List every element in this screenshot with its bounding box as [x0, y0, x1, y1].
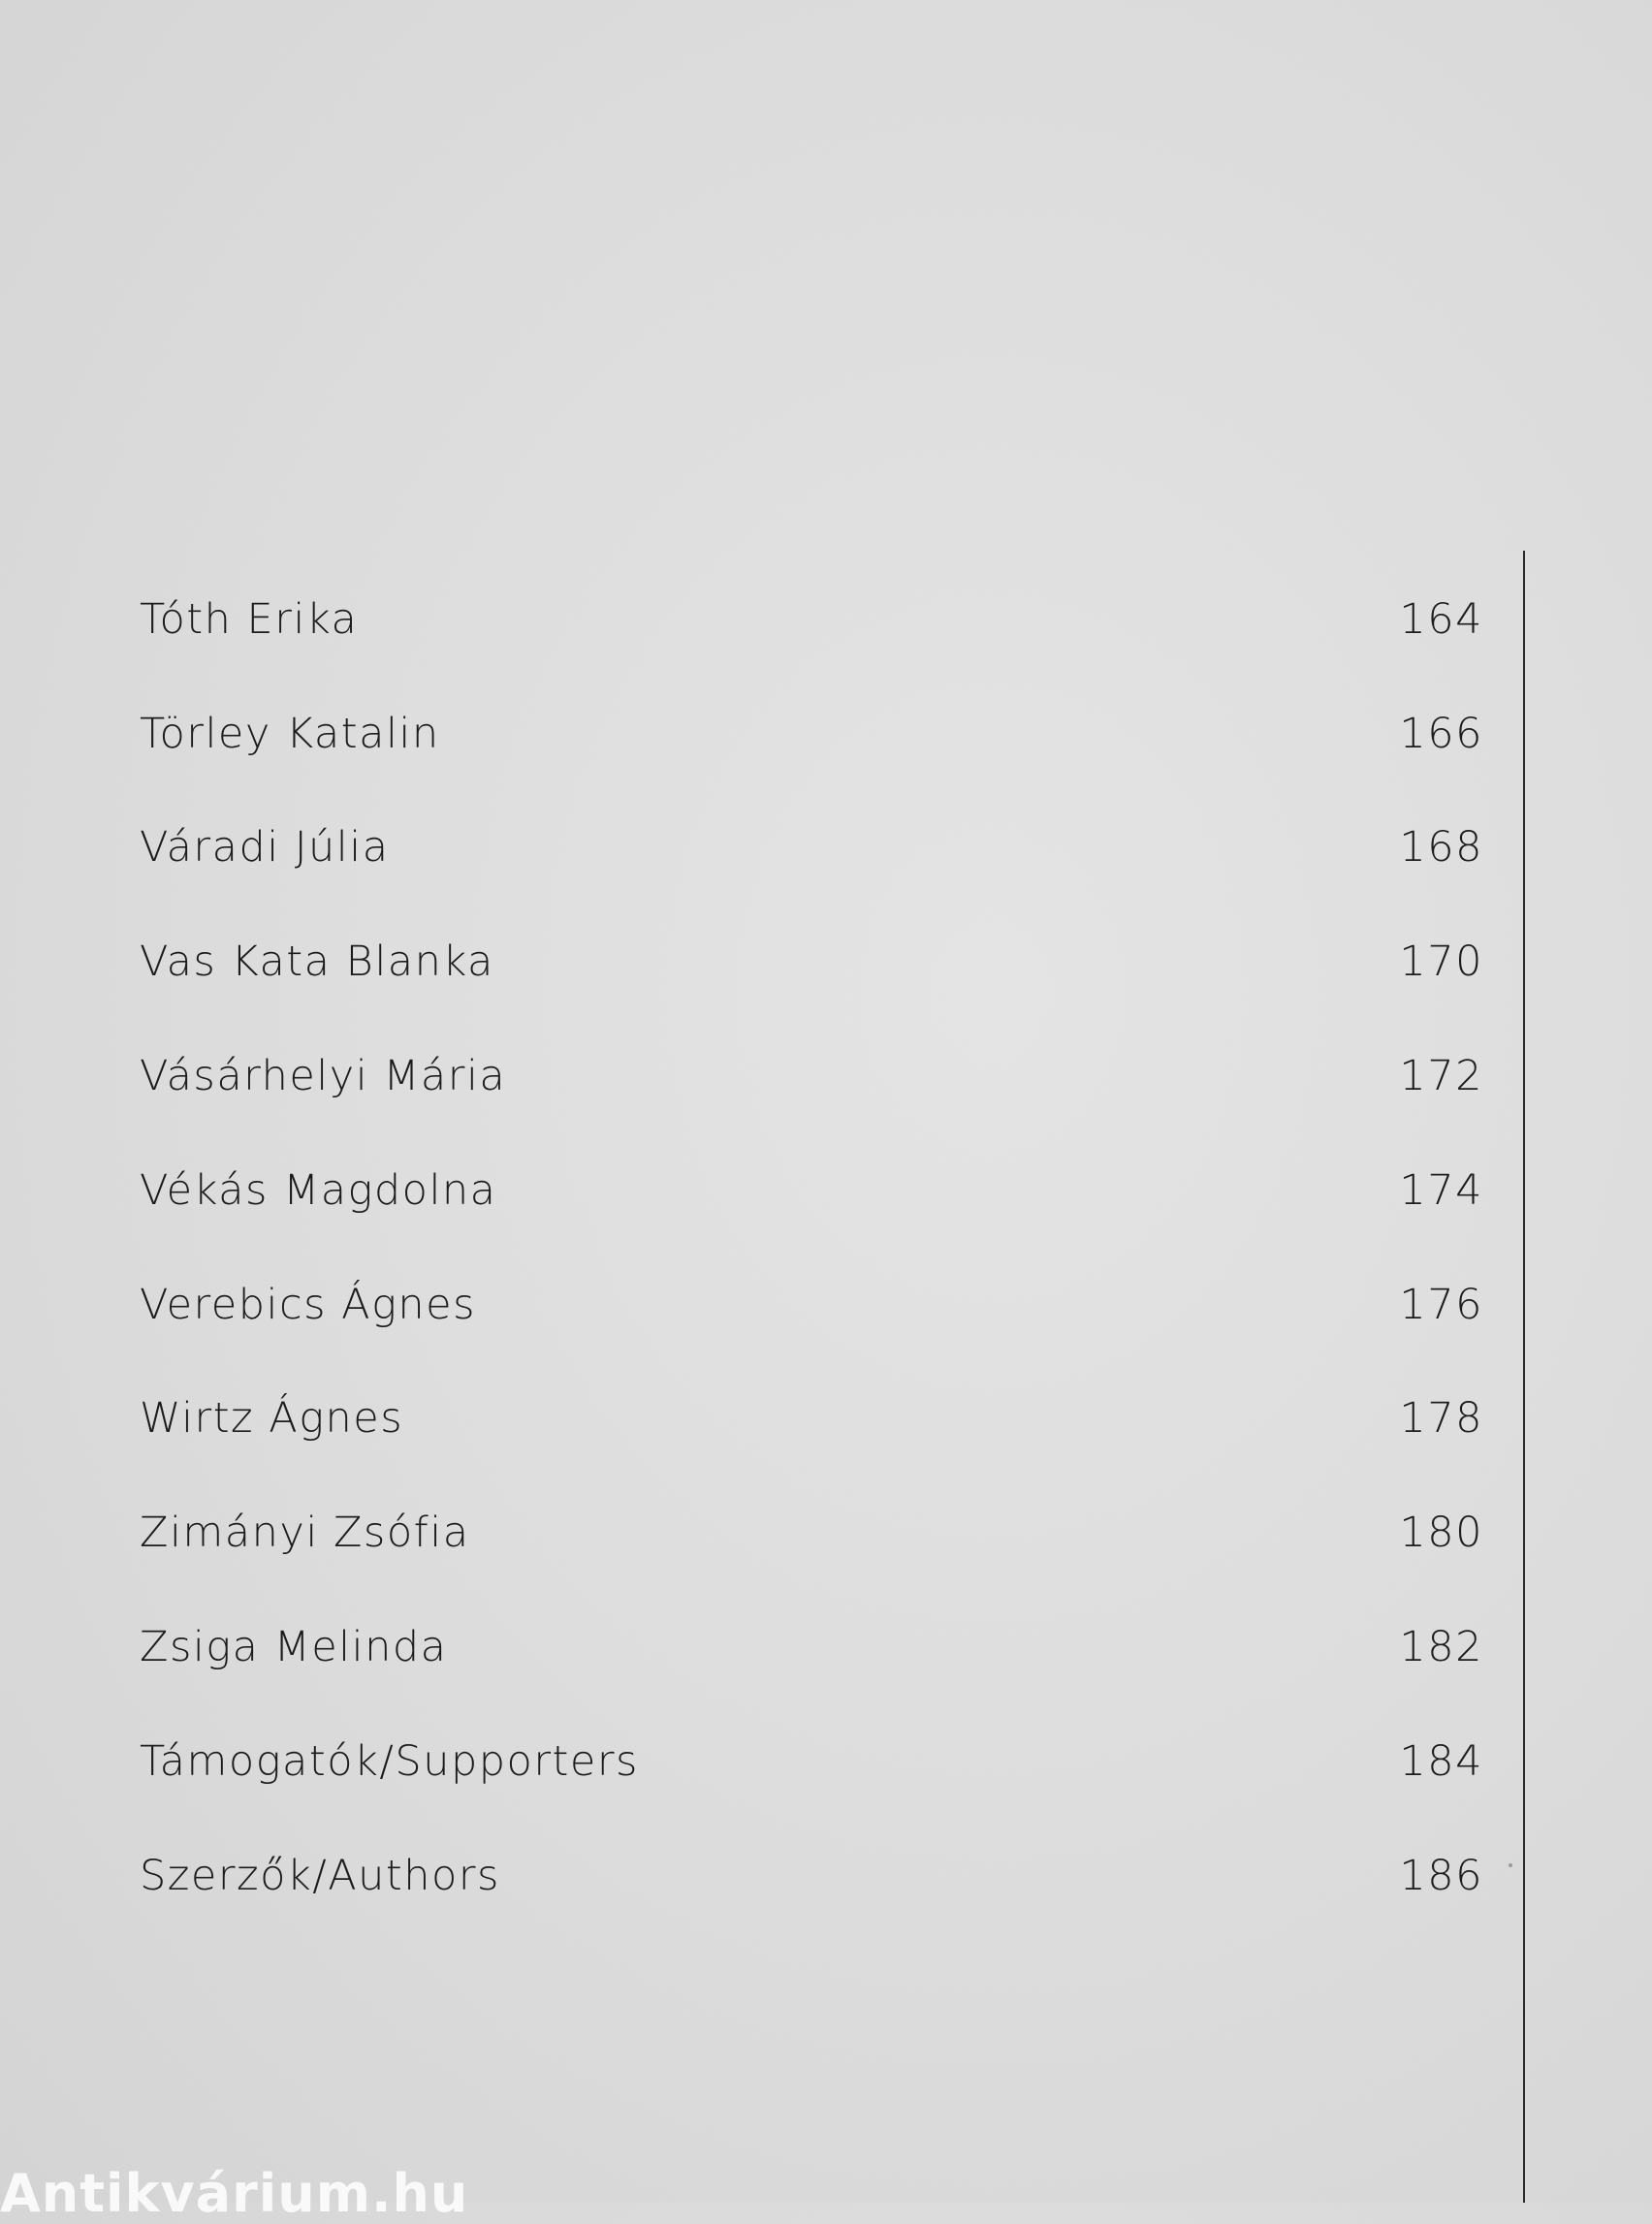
- toc-entry-title: Vas Kata Blanka: [140, 937, 494, 987]
- watermark: Antikvárium.hu: [0, 2163, 469, 2224]
- paper-speck: [1509, 1863, 1512, 1867]
- toc-entry-title: Vékás Magdolna: [140, 1165, 497, 1215]
- toc-entry-page-number: 168: [1399, 823, 1483, 873]
- vertical-rule: [1523, 551, 1525, 2203]
- toc-entry-page-number: 180: [1399, 1509, 1483, 1558]
- toc-entry-title: Törley Katalin: [140, 709, 440, 758]
- toc-entry: [140, 1590, 1483, 1704]
- toc-entry: [140, 1704, 1483, 1819]
- toc-entry-page-number: 174: [1399, 1165, 1483, 1215]
- toc-entry-title: Szerzők/Authors: [140, 1851, 500, 1900]
- toc-entry-title: Zimányi Zsófia: [140, 1509, 470, 1558]
- toc-entry: [140, 677, 1483, 791]
- toc-entry-title: Vásárhelyi Mária: [140, 1052, 507, 1101]
- toc-entry: [140, 791, 1483, 905]
- toc-entry-title: Támogatók/Supporters: [140, 1736, 639, 1786]
- toc-entry: [140, 1248, 1483, 1362]
- toc-entry-title: Váradi Júlia: [140, 823, 390, 873]
- toc-entry-title: Tóth Erika: [140, 594, 359, 644]
- toc-entry-page-number: 170: [1399, 937, 1483, 987]
- table-of-contents: [140, 562, 1483, 1933]
- toc-entry: [140, 1476, 1483, 1590]
- toc-entry: [140, 1133, 1483, 1248]
- toc-entry-page-number: 184: [1399, 1736, 1483, 1786]
- toc-entry: [140, 562, 1483, 677]
- toc-entry: [140, 1362, 1483, 1477]
- toc-entry-title: Verebics Ágnes: [140, 1280, 477, 1329]
- toc-entry: [140, 905, 1483, 1019]
- toc-entry: [140, 1019, 1483, 1133]
- toc-entry-page-number: 186: [1399, 1851, 1483, 1900]
- toc-entry-page-number: 176: [1399, 1280, 1483, 1329]
- toc-entry-page-number: 164: [1399, 594, 1483, 644]
- toc-entry-title: Zsiga Melinda: [140, 1623, 448, 1672]
- toc-entry-page-number: 166: [1399, 709, 1483, 758]
- toc-entry-page-number: 172: [1399, 1052, 1483, 1101]
- toc-entry-title: Wirtz Ágnes: [140, 1394, 404, 1444]
- toc-entry-page-number: 182: [1399, 1623, 1483, 1672]
- toc-entry: [140, 1819, 1483, 1933]
- toc-entry-page-number: 178: [1399, 1394, 1483, 1444]
